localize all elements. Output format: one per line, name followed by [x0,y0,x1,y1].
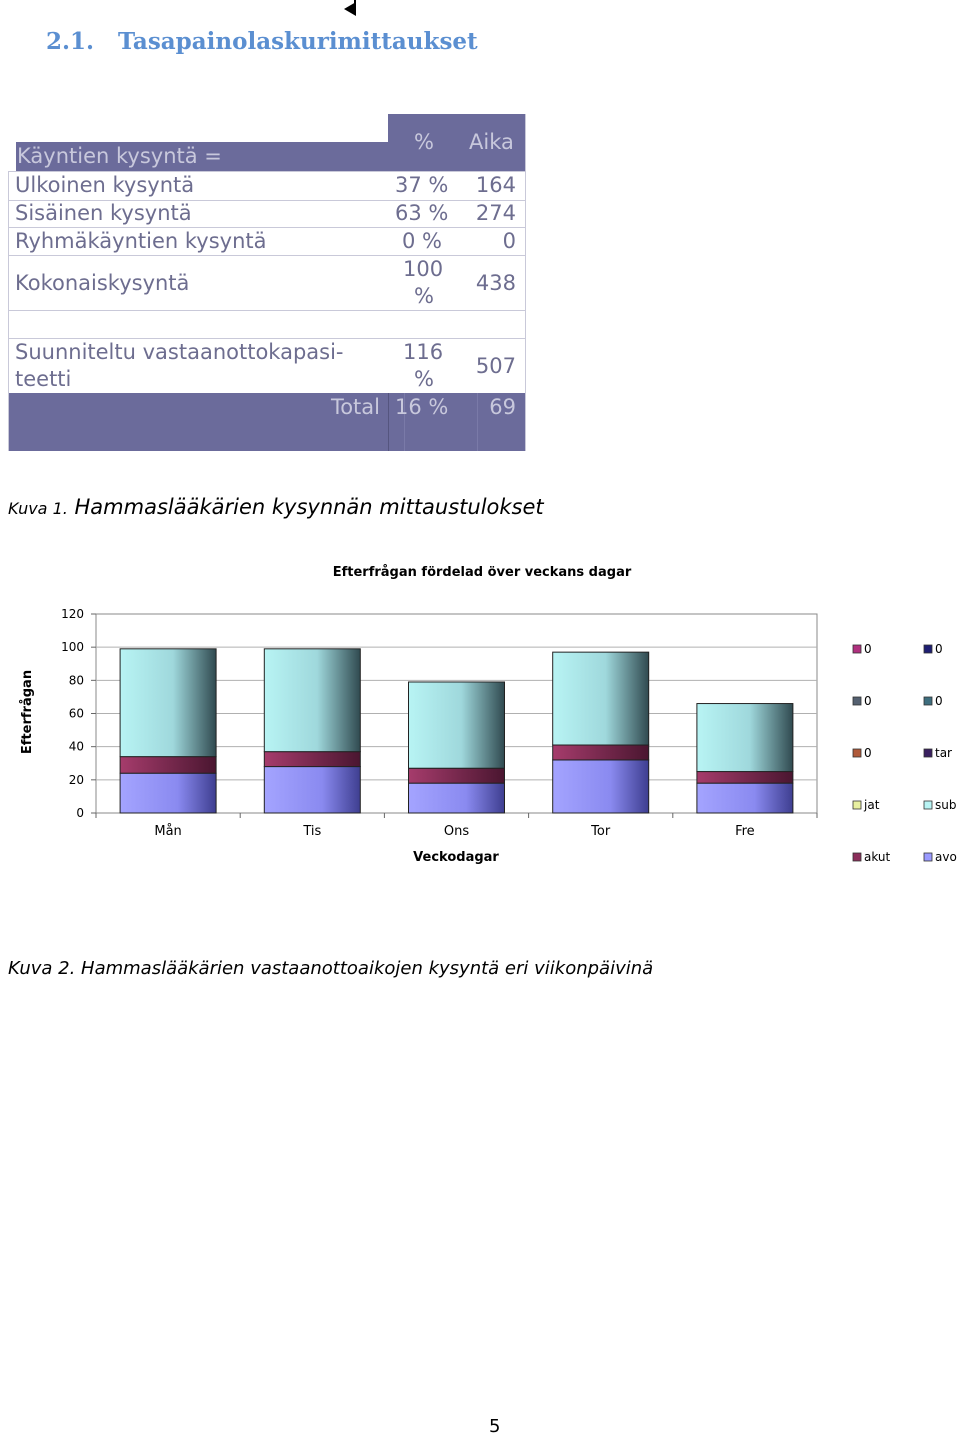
legend-label: sub [935,798,957,812]
table-header-label: Käyntien kysyntä = [17,144,222,168]
legend-label: 0 [864,746,872,760]
legend-swatch [853,697,861,705]
row-time: 0 [502,229,516,253]
caption-prefix: Kuva 1. [8,499,68,518]
bar-segment-akut [553,745,649,760]
row-divider [8,171,526,172]
row-pct: 0 % [402,229,442,253]
caption-text: Hammaslääkärien kysynnän mittaustulokset [67,495,544,519]
stacked-bar-chart [0,555,960,875]
y-tick-label: 120 [61,607,84,621]
bar-segment-sub [553,652,649,745]
bar-segment-avo [120,773,216,813]
legend-label: 0 [935,642,943,656]
legend-swatch [853,645,861,653]
row-divider [8,310,526,311]
y-tick-label: 40 [68,739,84,754]
bar-segment-avo [409,783,505,813]
legend-swatch [924,801,932,809]
legend-swatch [924,749,932,757]
y-axis-label: Efterfrågan [20,669,35,755]
row-pct-line2: % [414,284,434,308]
table-header-time: Aika [469,130,514,154]
row-divider [8,255,526,256]
total-time: 69 [489,395,516,419]
y-tick-label: 20 [68,772,84,787]
y-tick-label: 60 [68,706,84,721]
row-time: 438 [475,271,516,295]
plot-area [61,607,817,839]
row-pct-line1: 100 [403,257,444,281]
bar-segment-akut [264,752,360,767]
bar-segment-akut [697,772,793,784]
page-number: 5 [489,1416,501,1437]
legend-label: 0 [864,642,872,656]
legend-swatch [853,853,861,861]
section-number: 2.1. [46,28,95,55]
row-time: 274 [475,201,516,225]
row-pct: 37 % [395,173,449,197]
total-label: Total [330,395,380,419]
row-divider [8,227,526,228]
legend-swatch [924,697,932,705]
legend-swatch [924,645,932,653]
row-label: Sisäinen kysyntä [15,201,192,225]
legend-label: avo [935,850,957,864]
row-label-line1: Suunniteltu vastaanottokapasi- [15,340,344,364]
x-axis-label: Veckodagar [413,850,499,865]
table-border-right [525,114,526,451]
x-tick-label: Ons [443,824,470,839]
bar-segment-sub [697,704,793,772]
x-tick-label: Mån [154,824,182,839]
table-border-left [8,171,9,451]
bar-segment-avo [697,783,793,813]
total-pct: 16 % [395,395,449,419]
row-label: Ryhmäkäyntien kysyntä [15,229,267,253]
row-pct-line1: 116 [403,340,444,364]
figure-caption-1 [8,495,544,519]
x-tick-label: Tis [303,824,322,839]
marker-tick [354,0,356,6]
bar-segment-avo [553,760,649,813]
row-time: 164 [475,173,516,197]
y-tick-label: 100 [61,640,84,655]
y-tick-label: 80 [68,673,84,688]
row-pct: 63 % [395,201,449,225]
row-label-line2: teetti [15,367,72,391]
x-tick-label: Tor [591,824,611,839]
row-label: Ulkoinen kysyntä [15,173,195,197]
legend-label: akut [864,850,891,864]
legend-label: jat [864,798,880,812]
y-tick-label: 0 [76,806,84,820]
chart-title: Efterfrågan fördelad över veckans dagar [332,565,632,580]
bar-segment-avo [264,767,360,813]
legend-swatch [924,853,932,861]
bar-segment-sub [120,649,216,757]
bar-segment-akut [409,768,505,783]
section-heading [46,28,478,55]
bar-segment-sub [264,649,360,752]
demand-table [8,114,526,451]
row-pct-line2: % [414,367,434,391]
figure-caption-2: Kuva 2. Hammaslääkärien vastaanottoaikojen kysyntä eri viikonpäivinä [8,958,654,979]
legend-label: tar [935,746,952,760]
legend-swatch [853,801,861,809]
x-tick-label: Fre [735,824,755,839]
row-label: Kokonaiskysyntä [15,271,190,295]
bar-segment-akut [120,757,216,774]
section-title: Tasapainolaskurimittaukset [118,28,478,55]
row-divider [8,338,526,339]
legend-label: 0 [935,694,943,708]
legend-swatch [853,749,861,757]
legend-label: 0 [864,694,872,708]
row-time: 507 [475,354,516,378]
bar-segment-sub [409,682,505,768]
table-header-pct: % [414,130,434,154]
chart-legend [853,642,957,864]
total-divider [388,393,389,451]
